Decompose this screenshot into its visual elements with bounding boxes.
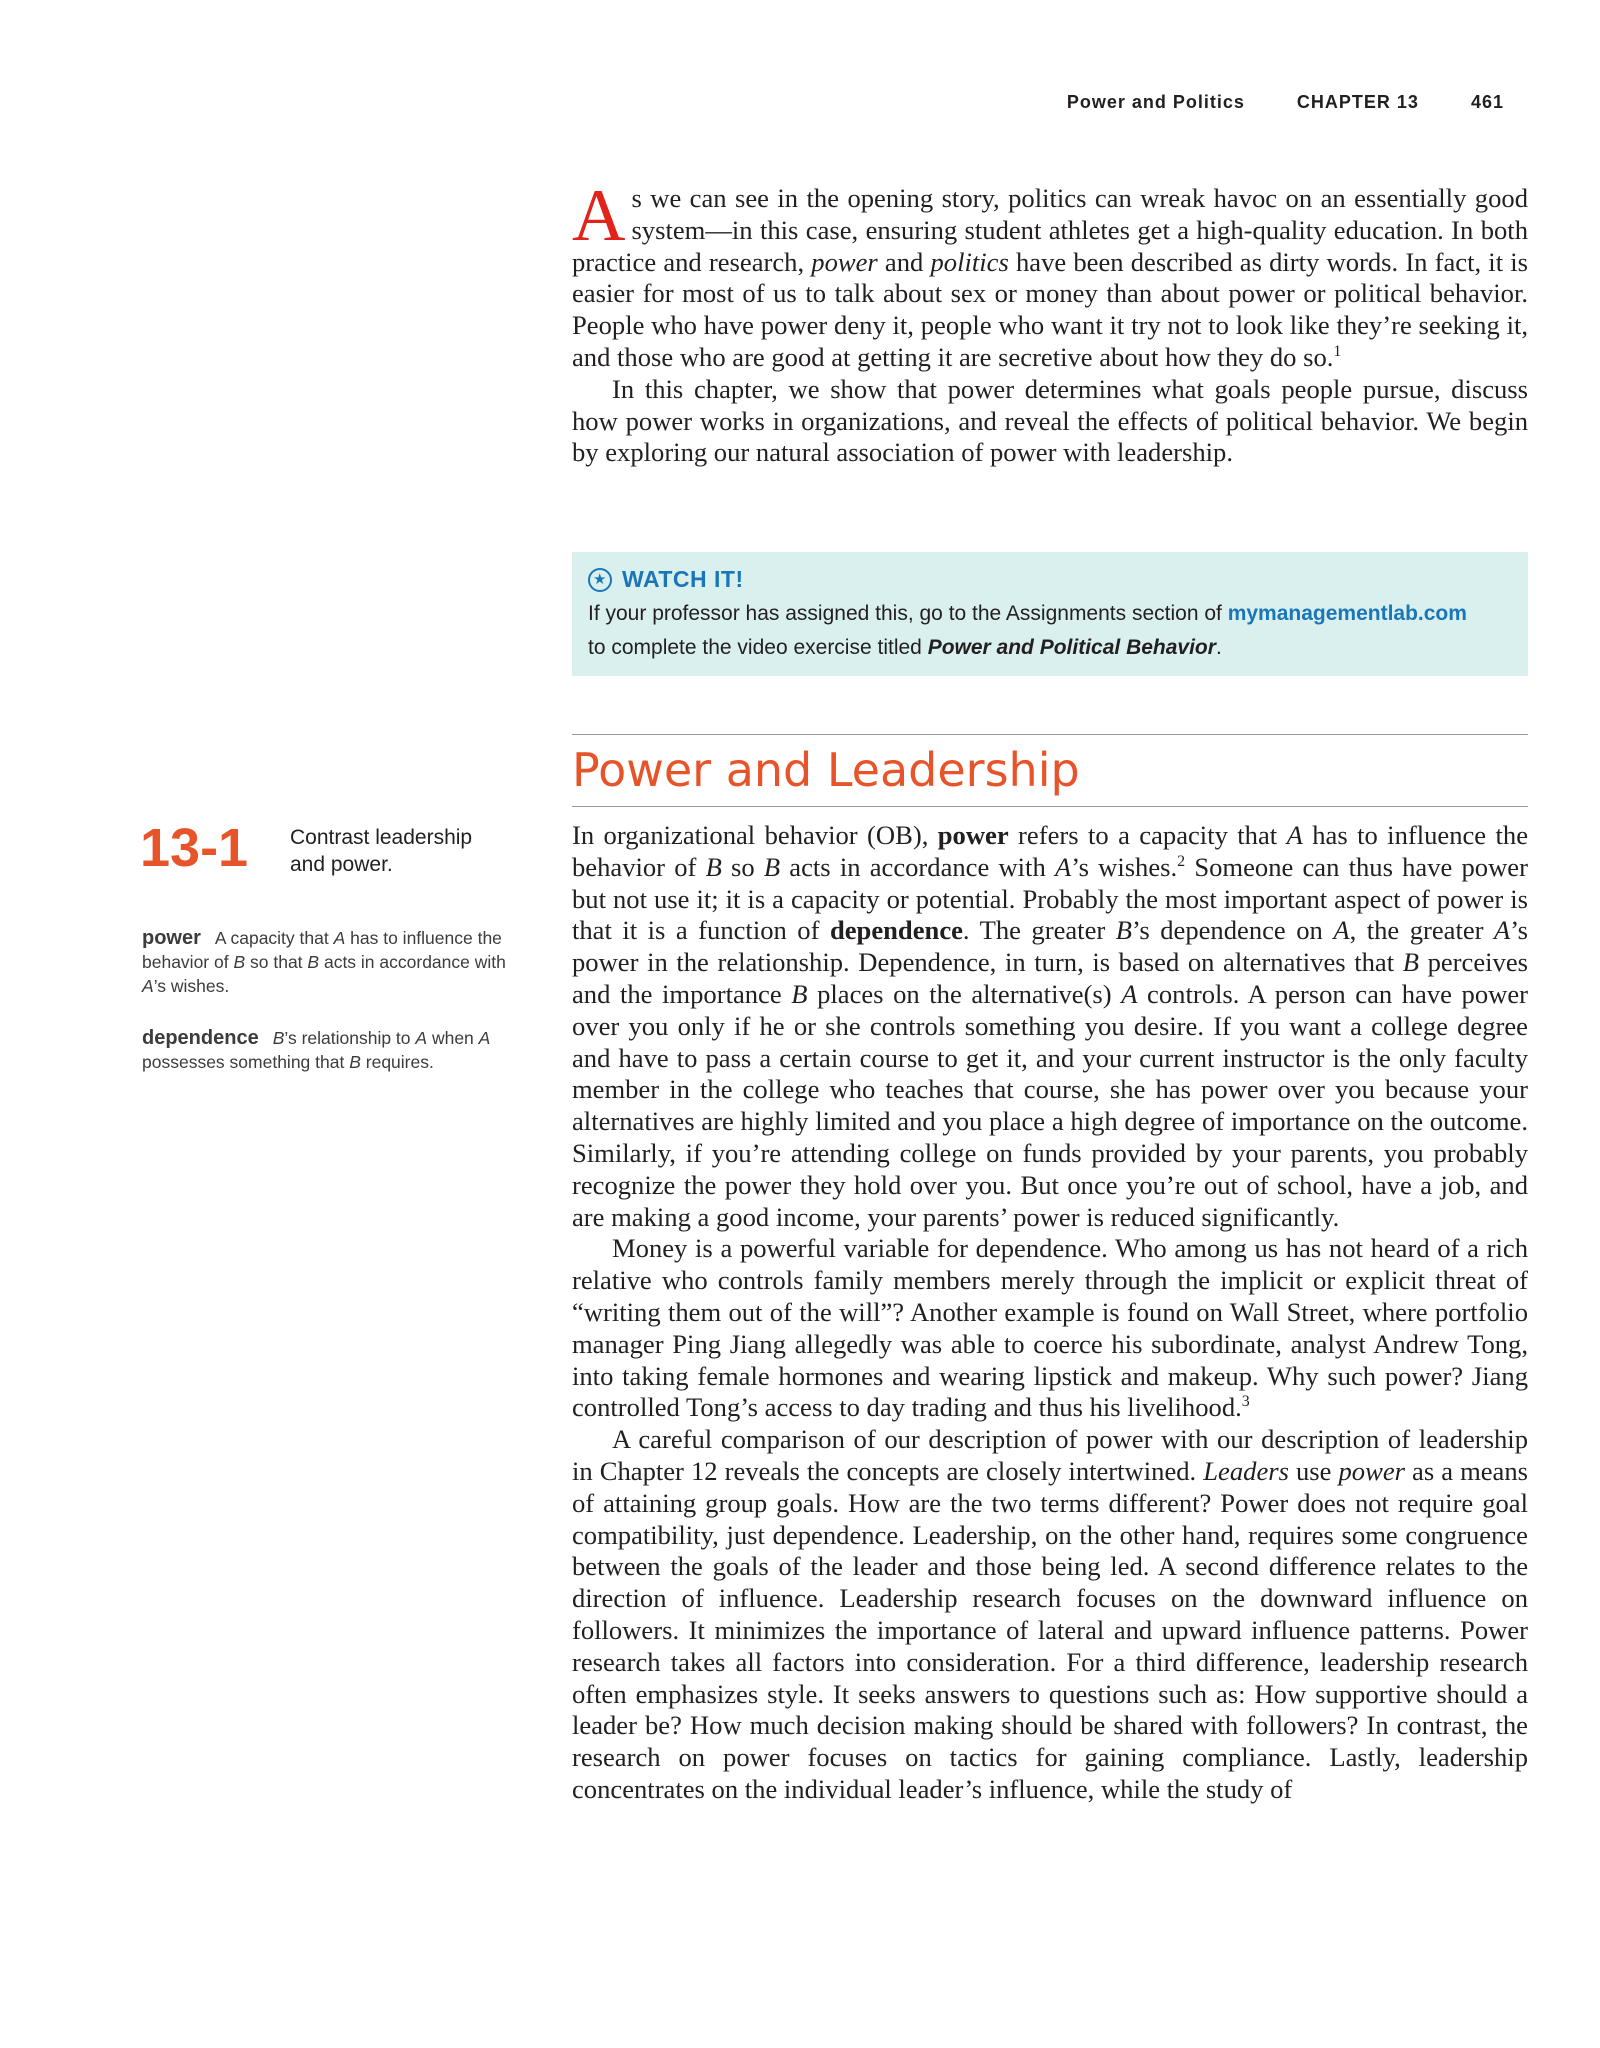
drop-cap: A — [572, 175, 626, 257]
section-rule-top — [572, 734, 1528, 735]
watch-it-title: ★ WATCH IT! — [588, 566, 1512, 593]
footnote-ref: 2 — [1177, 852, 1186, 870]
running-head-chapter: CHAPTER 13 — [1296, 92, 1419, 112]
learning-objective-number: 13-1 — [140, 818, 249, 878]
body-paragraph-3: A careful comparison of our description of power with our description of leadership in Chapter 12 reveals the concepts are closely intertwined. Leaders use power as a means of attaining group goals. How are the two terms different? Power does not require goal compatibility, just dependence. Leadership, on the other hand, requires some congruence between the goals of the leader and those being led. A second difference relates to the direction of influence. Leadership research focuses on the downward influence on followers. It minimizes the importance of lateral and upward influence patterns. Power research takes all factors into consideration. For a third difference, leadership research often emphasizes style. It seeks answers to questions such as: How supportive should a leader be? How much decision making should be shared with followers? In contrast, the research on power focuses on tactics for gaining compliance. Lastly, leadership concentrates on the individual leader’s influence, while the study of — [572, 1424, 1529, 1804]
body-text — [572, 820, 1528, 1806]
section-rule-bottom — [572, 806, 1528, 807]
intro-paragraph-2: In this chapter, we show that power determines what goals people pursue, discuss how power works in organizations, and reveal the effects of political behavior. We begin by exploring our natural association of power with leadership. — [572, 373, 1528, 468]
glossary-term: power — [142, 927, 201, 949]
glossary-entry-dependence: dependence B’s relationship to A when A possesses something that B requires. — [142, 1027, 491, 1072]
intro-text — [572, 175, 1528, 469]
mymanagementlab-link[interactable]: mymanagementlab.com — [1227, 602, 1467, 625]
section-heading: Power and Leadership — [572, 743, 1080, 797]
body-paragraph-1: In organizational behavior (OB), power refers to a capacity that A has to influence the behavior of B so B acts in accordance with A’s wishes.$^2$ Someone can thus have power but not use it; it is a capacity or potential. Probably the most important aspect of power is that it is a function of dependence. The greater B’s dependence on A, the greater A’s power in the relationship. Dependence, in turn, is based on alternatives that B perceives and the importance B places on the alternative(s) A controls. A person can have power over you only if he or she controls something you desire. If you want a college degree and have to pass a certain course to get it, and your current instructor is the only faculty member in the college who teaches that course, she has power over you because your alternatives are highly limited and you place a high degree of importance on the outcome. Similarly, if you’re attending college on funds provided by your parents, you probably recognize the power they hold over you. But once you’re out of school, have a job, and are making a good income, your parents’ power is reduced significantly. — [572, 820, 1529, 1232]
intro-paragraph-1: As we can see in the opening story, politics can wreak havoc on an essentially good system—in this case, ensuring student athletes get a high-quality education. In both practice and research, power and politics have been described as dirty words. In fact, it is easier for most of us to talk about sex or money than about power or political behavior. People who have power deny it, people who want it try not to look like they’re seeking it, and those who are good at getting it are secretive about how they do so.$^1$ — [572, 175, 1528, 372]
running-head — [1067, 92, 1504, 113]
page-number: 461 — [1470, 92, 1504, 112]
running-head-section: Power and Politics — [1066, 92, 1245, 112]
video-title: Power and Political Behavior — [927, 636, 1216, 659]
learning-objective-text: Contrast leadership and power. — [290, 826, 473, 876]
watch-it-box — [572, 552, 1528, 676]
star-icon: ★ — [588, 568, 612, 592]
body-paragraph-2: Money is a powerful variable for dependence. Who among us has not heard of a rich relative who controls family members merely through the implicit or explicit threat of “writing them out of the will”? Another example is found on Wall Street, where portfolio manager Ping Jiang allegedly was able to coerce his subordinate, analyst Andrew Tong, into taking female hormones and wearing lipstick and makeup. Why such power? Jiang controlled Tong’s access to day trading and thus his livelihood.$^3$ — [572, 1233, 1528, 1423]
watch-it-text: If your professor has assigned this, go to the Assignments section of mymanagementlab.com to complete the video exercise titled Power and Political Behavior. — [588, 602, 1467, 659]
footnote-ref: 1 — [1333, 343, 1342, 361]
footnote-ref: 3 — [1241, 1393, 1250, 1411]
glossary-term: dependence — [142, 1027, 259, 1049]
glossary-entry-power: power A capacity that A has to influence the behavior of B so that B acts in accordance with A’s wishes. — [142, 927, 506, 996]
